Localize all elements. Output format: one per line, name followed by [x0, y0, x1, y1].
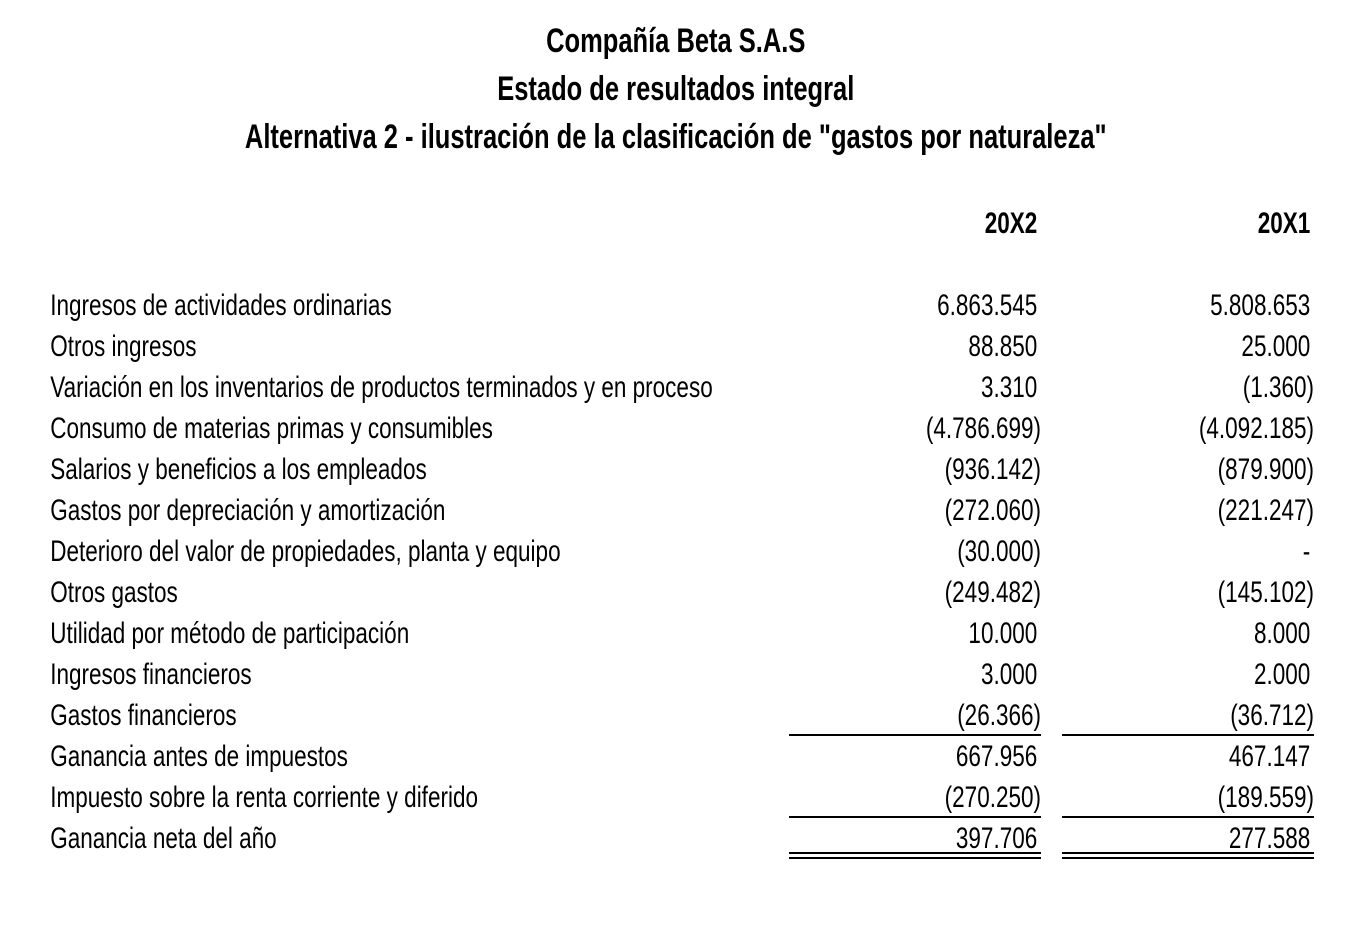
value-20x1: (145.102)	[1217, 576, 1314, 609]
value-20x2: 6.863.545	[937, 289, 1038, 322]
value-20x2: 397.706	[789, 818, 1041, 859]
value-20x1: (36.712)	[1062, 695, 1314, 736]
value-20x1: (221.247)	[1217, 494, 1314, 527]
value-20x1: (4.092.185)	[1198, 412, 1314, 445]
row-label: Otros gastos	[50, 576, 178, 609]
value-20x2: (270.250)	[789, 777, 1041, 818]
row-label: Ingresos de actividades ordinarias	[50, 289, 392, 322]
value-20x1: (189.559)	[1062, 777, 1314, 818]
row-label: Ganancia neta del año	[50, 822, 277, 855]
value-20x1: -	[1302, 535, 1311, 568]
row-label: Ingresos financieros	[50, 658, 252, 691]
value-20x2: (30.000)	[957, 535, 1041, 568]
row-label: Deterioro del valor de propiedades, planta y equipo	[50, 535, 561, 568]
table-row	[50, 572, 1314, 613]
column-header-row	[50, 203, 1314, 244]
value-20x1: 467.147	[1228, 740, 1311, 773]
table-row	[50, 449, 1314, 490]
value-20x1: (1.360)	[1242, 371, 1314, 404]
value-20x1: 8.000	[1253, 617, 1311, 650]
column-header-20x1: 20X1	[1257, 207, 1311, 240]
row-label: Gastos por depreciación y amortización	[50, 494, 446, 527]
company-name: Compañía Beta S.A.S	[546, 22, 806, 60]
row-label: Gastos financieros	[50, 699, 237, 732]
value-20x2: 10.000	[968, 617, 1038, 650]
table-row	[50, 531, 1314, 572]
row-label: Salarios y beneficios a los empleados	[50, 453, 427, 486]
column-header-20x2: 20X2	[984, 207, 1038, 240]
value-20x2: 667.956	[955, 740, 1038, 773]
table-row	[50, 285, 1314, 326]
table-row	[50, 695, 1314, 736]
statement-title: Estado de resultados integral	[497, 70, 855, 108]
value-20x2: (249.482)	[944, 576, 1041, 609]
header-spacer	[50, 203, 789, 244]
value-20x2: (272.060)	[944, 494, 1041, 527]
row-label: Ganancia antes de impuestos	[50, 740, 348, 773]
statement-table	[0, 203, 1351, 859]
table-row	[50, 818, 1314, 859]
table-row	[50, 367, 1314, 408]
value-20x1: (879.900)	[1217, 453, 1314, 486]
table-row	[50, 326, 1314, 367]
alternative-subtitle: Alternativa 2 - ilustración de la clasificación de "gastos por naturaleza"	[244, 118, 1107, 156]
value-20x2: (4.786.699)	[925, 412, 1041, 445]
row-label: Impuesto sobre la renta corriente y diferido	[50, 781, 478, 814]
table-row	[50, 736, 1314, 777]
row-label: Utilidad por método de participación	[50, 617, 410, 650]
value-20x2: (936.142)	[944, 453, 1041, 486]
statement-rows	[50, 285, 1314, 859]
value-20x1: 2.000	[1253, 658, 1311, 691]
value-20x2: 3.310	[980, 371, 1038, 404]
table-row	[50, 777, 1314, 818]
table-row	[50, 654, 1314, 695]
table-row	[50, 408, 1314, 449]
row-label: Variación en los inventarios de productos terminados y en proceso	[50, 371, 713, 404]
value-20x2: (26.366)	[789, 695, 1041, 736]
value-20x1: 5.808.653	[1210, 289, 1311, 322]
row-label: Otros ingresos	[50, 330, 197, 363]
table-row	[50, 613, 1314, 654]
value-20x2: 3.000	[980, 658, 1038, 691]
value-20x2: 88.850	[968, 330, 1038, 363]
value-20x1: 25.000	[1241, 330, 1311, 363]
row-label: Consumo de materias primas y consumibles	[50, 412, 493, 445]
table-row	[50, 490, 1314, 531]
value-20x1: 277.588	[1062, 818, 1314, 859]
document-header	[0, 17, 1351, 161]
